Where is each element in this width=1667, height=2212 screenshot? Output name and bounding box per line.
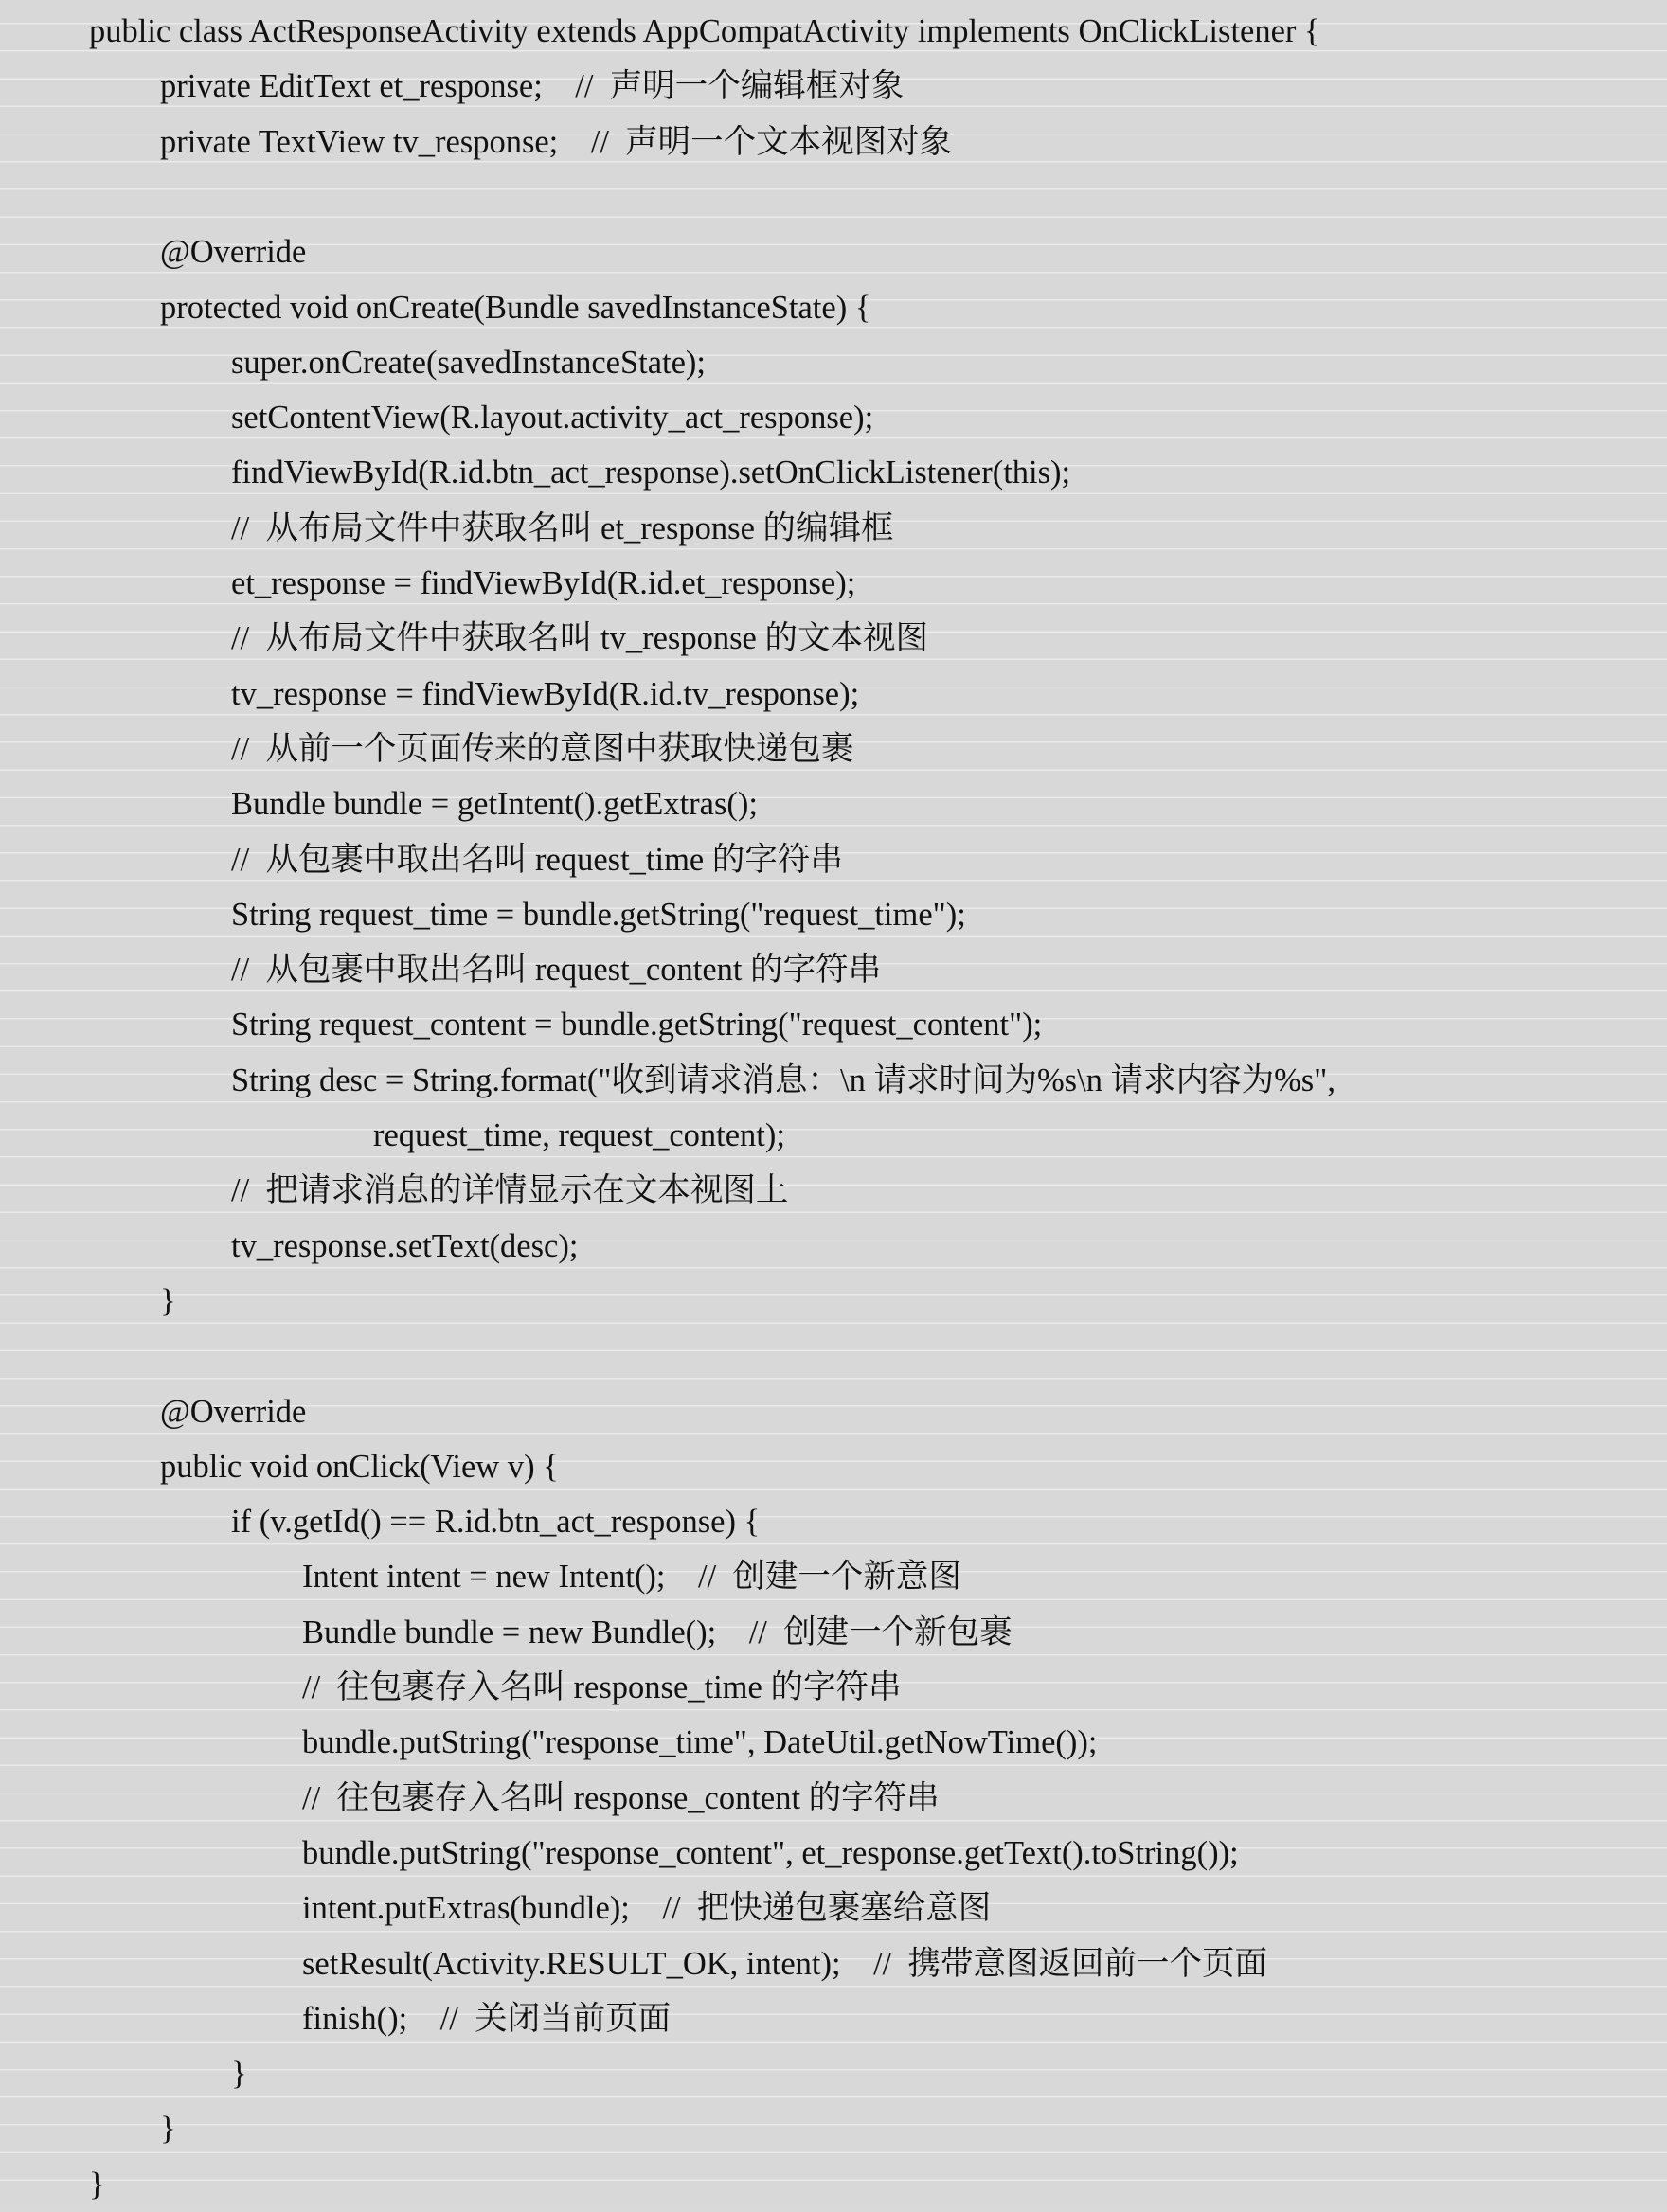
code-line: setResult(Activity.RESULT_OK, intent); // 携带意图返回前一个页面 — [302, 1945, 1267, 1982]
code-line: } — [160, 1282, 176, 1319]
code-line: bundle.putString("response_content", et_response.getText().toString()); — [302, 1834, 1239, 1871]
code-line: if (v.getId() == R.id.btn_act_response) { — [231, 1504, 761, 1541]
code-line: findViewById(R.id.btn_act_response).setOnClickListener(this); — [231, 455, 1071, 491]
code-line: // 从包裹中取出名叫 request_time 的字符串 — [231, 841, 843, 878]
code-line: } — [160, 2111, 176, 2148]
code-line: private TextView tv_response; // 声明一个文本视图对象 — [160, 123, 953, 160]
code-line: // 从前一个页面传来的意图中获取快递包裹 — [231, 730, 854, 767]
code-line: } — [89, 2166, 105, 2203]
code-line: super.onCreate(savedInstanceState); — [231, 344, 707, 381]
code-line: protected void onCreate(Bundle savedInstanceState) { — [160, 289, 871, 326]
code-line — [0, 169, 160, 224]
code-line: } — [231, 2056, 247, 2093]
code-line: request_time, request_content); — [373, 1117, 785, 1153]
code-line: @Override — [160, 234, 307, 271]
code-line: // 把请求消息的详情显示在文本视图上 — [231, 1172, 789, 1209]
code-line: tv_response = findViewById(R.id.tv_response); — [231, 675, 860, 712]
code-line: Bundle bundle = getIntent().getExtras(); — [231, 786, 758, 823]
code-line: // 从布局文件中获取名叫 tv_response 的文本视图 — [231, 620, 928, 657]
code-line: private EditText et_response; // 声明一个编辑框对象 — [160, 68, 905, 105]
code-line: intent.putExtras(bundle); // 把快递包裹塞给意图 — [302, 1890, 992, 1927]
code-line: Bundle bundle = new Bundle(); // 创建一个新包裹 — [302, 1614, 1013, 1650]
code-line: // 从布局文件中获取名叫 et_response 的编辑框 — [231, 509, 894, 546]
code-line: bundle.putString("response_time", DateUtil.getNowTime()); — [302, 1724, 1098, 1761]
code-line: String request_time = bundle.getString("request_time"); — [231, 896, 966, 933]
code-line: et_response = findViewById(R.id.et_response); — [231, 565, 856, 601]
code-line: String desc = String.format("收到请求消息：\n 请求时间为%s\n 请求内容为%s", — [231, 1061, 1335, 1098]
code-line: // 往包裹存入名叫 response_time 的字符串 — [302, 1669, 902, 1705]
code-line: finish(); // 关闭当前页面 — [302, 2000, 672, 2037]
code-line: String request_content = bundle.getString("request_content"); — [231, 1007, 1043, 1044]
code-line — [0, 1329, 160, 1383]
code-line: Intent intent = new Intent(); // 创建一个新意图 — [302, 1559, 961, 1596]
code-line: // 往包裹存入名叫 response_content 的字符串 — [302, 1779, 940, 1816]
code-line: tv_response.setText(desc); — [231, 1227, 579, 1264]
code-line: setContentView(R.layout.activity_act_response); — [231, 400, 874, 437]
code-line: public class ActResponseActivity extends AppCompatActivity implements OnClickListener { — [89, 13, 1320, 49]
code-line: // 从包裹中取出名叫 request_content 的字符串 — [231, 952, 882, 989]
code-line: public void onClick(View v) { — [160, 1448, 559, 1485]
code-line: @Override — [160, 1393, 307, 1430]
